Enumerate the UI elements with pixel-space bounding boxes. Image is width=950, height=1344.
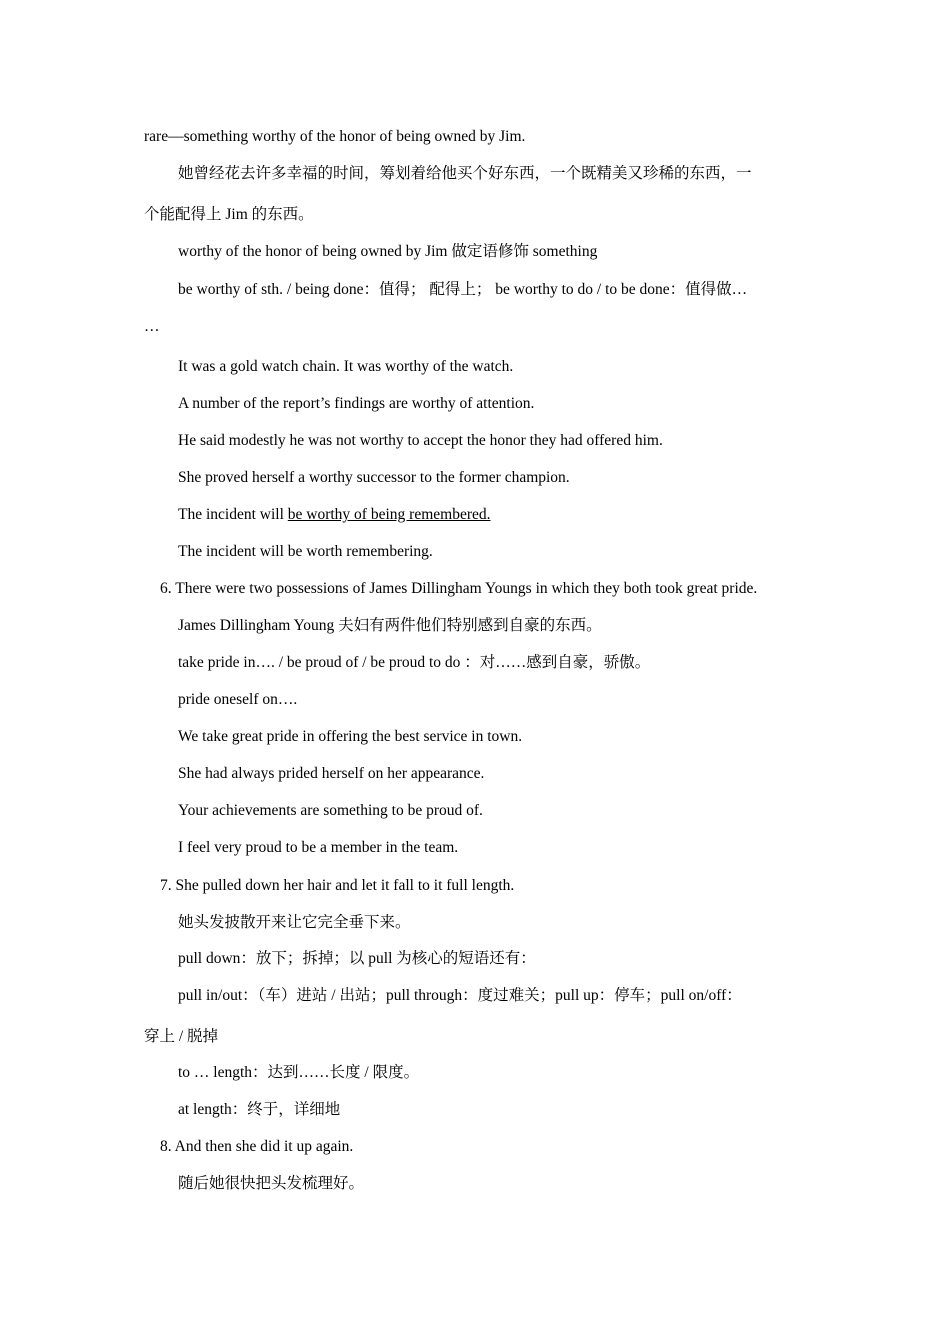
text-line: rare—something worthy of the honor of being owned by Jim. bbox=[144, 128, 526, 145]
text-line: 个能配得上 Jim 的东西。 bbox=[144, 206, 314, 223]
translation-line: 她头发披散开来让它完全垂下来。 bbox=[178, 914, 411, 931]
example-sentence: It was a gold watch chain. It was worthy of the watch. bbox=[178, 358, 514, 375]
text-line: take pride in…. / be proud of / be proud to do ：对……感到自豪，骄傲。 bbox=[178, 654, 651, 671]
example-sentence: Your achievements are something to be proud of. bbox=[178, 802, 483, 819]
example-sentence: I feel very proud to be a member in the team. bbox=[178, 839, 459, 856]
text-line: pull in/out：（车）进站 / 出站；pull through：度过难关；pull up：停车；pull on/off： bbox=[178, 987, 742, 1004]
example-sentence: She had always prided herself on her appearance. bbox=[178, 765, 485, 782]
underlined-phrase: be worthy of being remembered. bbox=[287, 506, 491, 523]
numbered-item: 7. She pulled down her hair and let it fall to it full length. bbox=[160, 877, 515, 894]
text-line: at length：终于，详细地 bbox=[178, 1101, 341, 1118]
text-line: pride oneself on…. bbox=[178, 691, 298, 708]
text-line: 穿上 / 脱掉 bbox=[144, 1028, 219, 1045]
example-sentence: The incident will be worth remembering. bbox=[178, 543, 433, 560]
numbered-item: 8. And then she did it up again. bbox=[160, 1138, 354, 1155]
text-line: … bbox=[144, 318, 160, 335]
example-sentence: She proved herself a worthy successor to the former champion. bbox=[178, 469, 570, 486]
translation-line: 随后她很快把头发梳理好。 bbox=[178, 1175, 365, 1192]
translation-line: James Dillingham Young 夫妇有两件他们特别感到自豪的东西。 bbox=[178, 617, 602, 634]
numbered-item: 6. There were two possessions of James Dillingham Youngs in which they both took great pride. bbox=[160, 580, 758, 597]
example-sentence: A number of the report’s findings are worthy of attention. bbox=[178, 395, 535, 412]
example-sentence: We take great pride in offering the best service in town. bbox=[178, 728, 523, 745]
text-line: 她曾经花去许多幸福的时间，筹划着给他买个好东西，一个既精美又珍稀的东西，一 bbox=[178, 165, 752, 182]
text-line: to … length：达到……长度 / 限度。 bbox=[178, 1064, 420, 1081]
example-sentence: He said modestly he was not worthy to accept the honor they had offered him. bbox=[178, 432, 663, 449]
example-sentence bbox=[178, 505, 490, 525]
text-line: be worthy of sth. / being done：值得； 配得上； be worthy to do / to be done：值得做… bbox=[178, 281, 748, 298]
sentence-prefix: The incident will bbox=[178, 506, 288, 523]
text-line: worthy of the honor of being owned by Jim 做定语修饰 something bbox=[178, 243, 598, 260]
text-line: pull down：放下；拆掉；以 pull 为核心的短语还有： bbox=[178, 950, 536, 967]
